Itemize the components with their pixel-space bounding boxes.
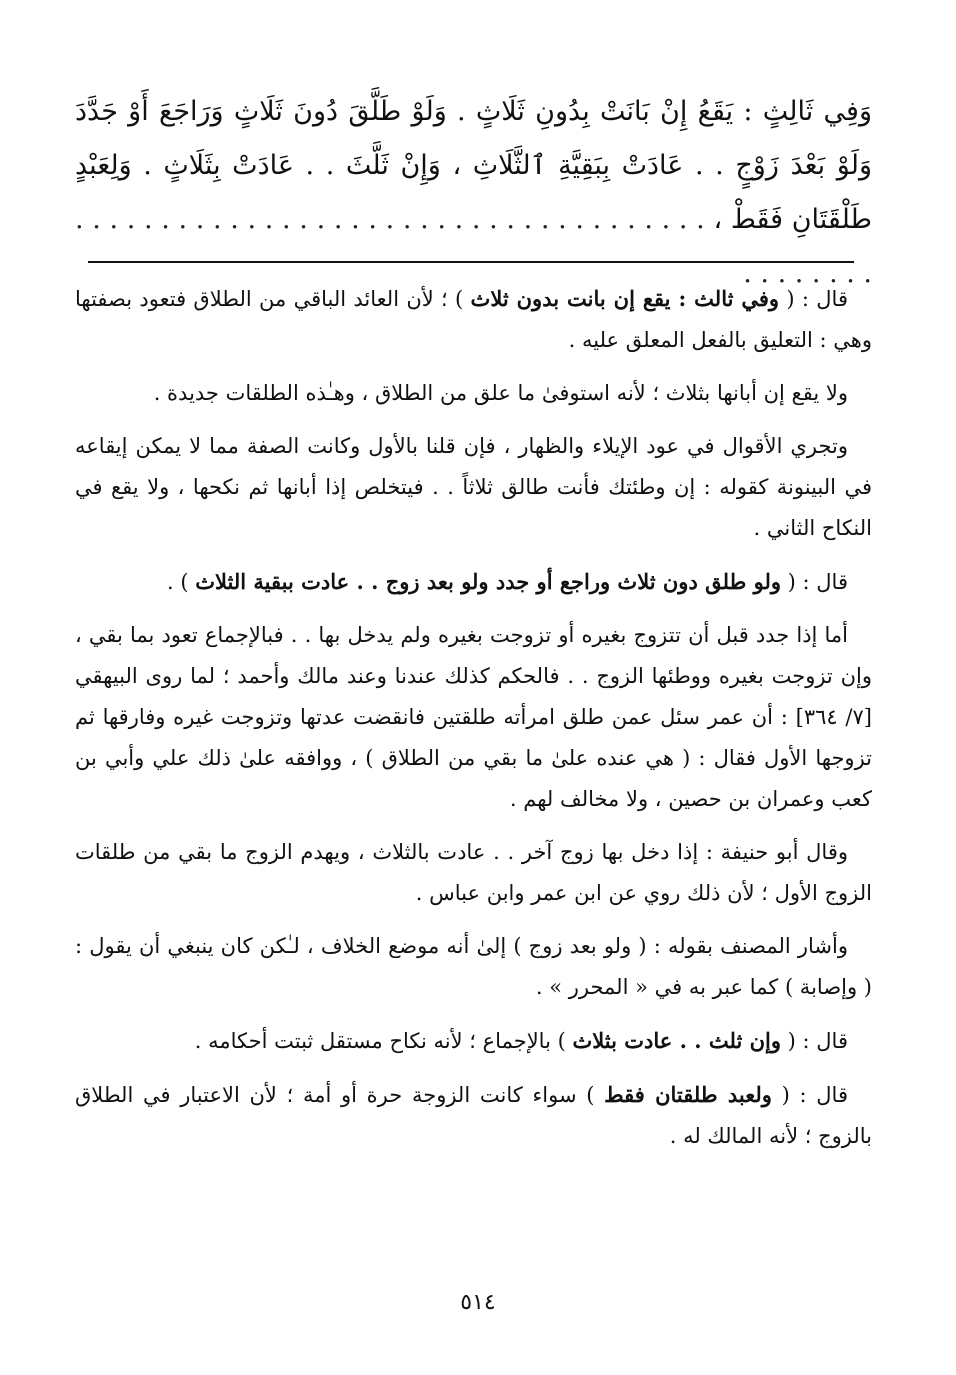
commentary-paragraph: قال : ( وإن ثلث . . عادت بثلاث ) بالإجماع ؛ لأنه نكاح مستقل ثبتت أحكامه . — [194, 1028, 848, 1053]
commentary-paragraph: قال : ( وفي ثالث : يقع إن بانت بدون ثلاث ) ؛ لأن العائد الباقي من الطلاق فتعود بصفتها وهي : التعليق بالفعل المعلق عليه . — [75, 286, 872, 352]
commentary-paragraph: وأشار المصنف بقوله : ( ولو بعد زوج ) إلىٰ أنه موضع الخلاف ، لـٰكن كان ينبغي أن يقول : ( وإصابة ) كما عبر به في « المحرر » . — [75, 934, 872, 999]
commentary-paragraph: قال : ( ولو طلق دون ثلاث وراجع أو جدد ولو بعد زوج . . عادت ببقية الثلاث ) . — [167, 569, 848, 594]
section-divider — [88, 261, 854, 263]
commentary-paragraph: أما إذا جدد قبل أن تتزوج بغيره أو تزوجت بغيره ولم يدخل بها . . فبالإجماع تعود بما بقي ، وإن تزوجت بغيره ووطئها الزوج . . فالحكم كذلك عندنا وعند مالك وأحمد ؛ لما روى البيهقي [٧/ ٣٦٤] : أن عمر سئل عمن طلق امرأته طلقتين فانقضت عدتها وتزوجت غيره وفارقها ثم تزوجها الأول فقال : ( هي عنده علىٰ ما بقي من الطلاق ) ، ووافقه علىٰ ذلك علي وأبي بن كعب وعمران بن حصين ، ولا مخالف لهم . — [75, 623, 872, 811]
quoted-matn: وفي ثالث : يقع إن بانت بدون ثلاث — [470, 286, 780, 311]
matn-dots: . . . . . . . . . . . . . . . . . . . . . . . . . . . . . . . . . . . . . . . . . . . . . — [75, 204, 872, 289]
quoted-matn: ولو طلق دون ثلاث وراجع أو جدد ولو بعد زوج . . عادت ببقية الثلاث — [195, 569, 781, 594]
matn-block — [75, 85, 872, 301]
commentary-paragraph: ولا يقع إن أبانها بثلاث ؛ لأنه استوفىٰ ما علق من الطلاق ، وهـٰذه الطلقات جديدة . — [153, 381, 848, 405]
quoted-matn: ولعبد طلقتان فقط — [604, 1082, 772, 1107]
matn-text: وَفِي ثَالِثٍ : يَقَعُ إِنْ بَانَتْ بِدُونِ ثَلَاثٍ . وَلَوْ طَلَّقَ دُونَ ثَلَاثٍ وَرَاجَعَ أَوْ جَدَّدَ وَلَوْ بَعْدَ زَوْجٍ . . عَادَتْ بِبَقِيَّةِ ٱلثَّلَاثِ ، وَإِنْ ثَلَّثَ . . عَادَتْ بِثَلَاثٍ . وَلِعَبْدٍ طَلْقَتَانِ فَقَطْ ، — [75, 96, 872, 235]
quoted-matn: وإن ثلث . . عادت بثلاث — [572, 1028, 781, 1053]
commentary-paragraph: وتجري الأقوال في عود الإيلاء والظهار ، فإن قلنا بالأول وكانت الصفة مما لا يمكن إيقاعه في البينونة كقوله : إن وطئتك فأنت طالق ثلاثاً . . فيتخلص إذا أبانها ثم نكحها ، ولا يقع في النكاح الثاني . — [75, 434, 872, 540]
commentary-block — [75, 278, 872, 1169]
commentary-paragraph: وقال أبو حنيفة : إذا دخل بها زوج آخر . . عادت بالثلاث ، ويهدم الزوج ما بقي من طلقات الزوج الأول ؛ لأن ذلك روي عن ابن عمر وابن عباس . — [75, 840, 872, 905]
commentary-paragraph: قال : ( ولعبد طلقتان فقط ) سواء كانت الزوجة حرة أو أمة ؛ لأن الاعتبار في الطلاق بالزوج ؛ لأنه المالك له . — [75, 1082, 872, 1148]
page-number: ٥١٤ — [460, 1290, 496, 1315]
